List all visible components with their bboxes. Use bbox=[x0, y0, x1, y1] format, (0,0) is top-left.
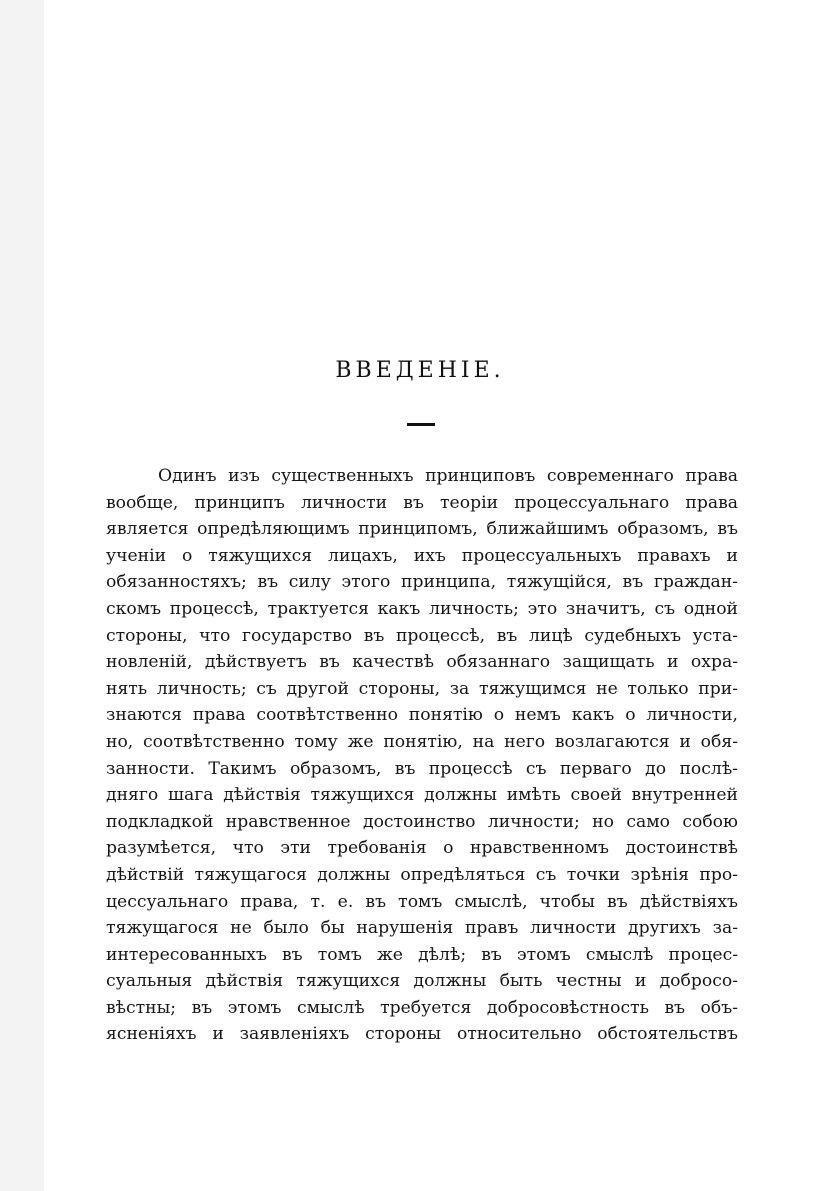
text-line: ясненіяхъ и заявленіяхъ стороны относительно обстоятельствъ bbox=[106, 1024, 738, 1045]
body-paragraph bbox=[106, 463, 738, 1048]
chapter-heading: ВВЕДЕНІЕ. bbox=[335, 358, 505, 383]
text-line: занности. Такимъ образомъ, въ процессѣ съ перваго до послѣ- bbox=[106, 758, 738, 779]
text-line: скомъ процессѣ, трактуется какъ личность; это значитъ, съ одной bbox=[106, 598, 738, 619]
text-line: обязанностяхъ; въ силу этого принципа, тяжущійся, въ граждан- bbox=[106, 572, 738, 593]
text-line: дняго шага дѣйствія тяжущихся должны имѣть своей внутренней bbox=[106, 785, 738, 806]
text-line: является опредѣляющимъ принципомъ, ближайшимъ образомъ, въ bbox=[106, 519, 738, 540]
text-line: нять личность; съ другой стороны, за тяжущимся не только при- bbox=[106, 678, 738, 699]
text-line: знаются права соотвѣтственно понятію о немъ какъ о личности, bbox=[106, 705, 738, 726]
text-line: вообще, принципъ личности въ теоріи процессуальнаго права bbox=[106, 492, 738, 513]
text-line: разумѣется, что эти требованія о нравственномъ достоинствѣ bbox=[106, 838, 738, 859]
text-line: новленій, дѣйствуетъ въ качествѣ обязаннаго защищать и охра- bbox=[106, 652, 738, 673]
page-margin bbox=[0, 0, 44, 1191]
text-line: вѣстны; въ этомъ смыслѣ требуется добросовѣстность въ объ- bbox=[106, 997, 738, 1018]
text-line: дѣйствій тяжущагося должны опредѣляться съ точки зрѣнія про- bbox=[106, 864, 738, 885]
text-line: ученіи о тяжущихся лицахъ, ихъ процессуальныхъ правахъ и bbox=[106, 545, 738, 566]
text-line: но, соотвѣтственно тому же понятію, на него возлагаются и обя- bbox=[106, 731, 738, 752]
text-line: Одинъ изъ существенныхъ принциповъ современнаго права bbox=[158, 466, 738, 486]
text-line: стороны, что государство въ процессѣ, въ лицѣ судебныхъ уста- bbox=[106, 625, 738, 646]
text-line: цессуальнаго права, т. е. въ томъ смыслѣ, чтобы въ дѣйствіяхъ bbox=[106, 891, 738, 912]
heading-rule bbox=[407, 423, 435, 426]
text-line: тяжущагося не было бы нарушенія правъ личности другихъ за- bbox=[106, 918, 738, 939]
text-line: суальныя дѣйствія тяжущихся должны быть честны и добросо- bbox=[106, 971, 738, 992]
text-line: подкладкой нравственное достоинство личности; но само собою bbox=[106, 811, 738, 832]
text-line: интересованныхъ въ томъ же дѣлѣ; въ этомъ смыслѣ процес- bbox=[106, 944, 738, 965]
